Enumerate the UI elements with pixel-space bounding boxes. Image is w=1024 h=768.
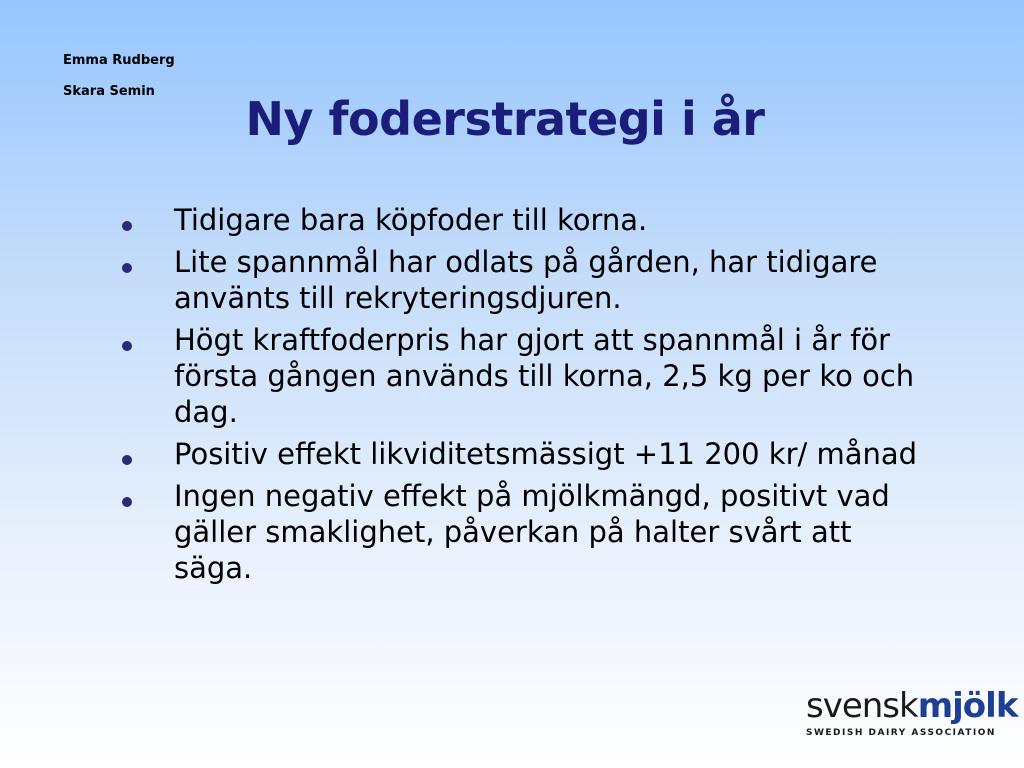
bullet-dot-icon [122,497,132,507]
svensk-mjolk-logo [806,686,1018,738]
logo-word-svensk: svensk [806,686,918,726]
bullet-dot-icon [122,221,132,231]
bullet-text: Ingen negativ effekt på mjölkmängd, positivt vad gäller smaklighet, påverkan på halter svårt att säga. [174,479,890,585]
bullet-item [118,478,918,586]
logo-word-mjolk: mjölk [917,686,1018,726]
bullet-text: Lite spannmål har odlats på gården, har tidigare använts till rekryteringsdjuren. [174,245,878,315]
slide-title: Ny foderstrategi i år [245,92,765,146]
author-organization: Skara Semin [63,84,155,99]
bullet-item [118,436,918,472]
bullet-item [118,322,918,430]
bullet-text: Högt kraftfoderpris har gjort att spannmål i år för första gången används till korna, 2,5 kg per ko och dag. [174,323,915,429]
logo-tagline: SWEDISH DAIRY ASSOCIATION [806,728,996,738]
bullet-item [118,202,918,238]
bullet-text: Tidigare bara köpfoder till korna. [174,203,648,237]
bullet-dot-icon [122,341,132,351]
author-name: Emma Rudberg [63,53,175,68]
bullet-list [118,202,918,592]
bullet-dot-icon [122,455,132,465]
bullet-item [118,244,918,316]
bullet-text: Positiv effekt likviditetsmässigt +11 200 kr/ månad [174,437,918,471]
logo-wordmark [806,686,1018,726]
bullet-dot-icon [122,263,132,273]
